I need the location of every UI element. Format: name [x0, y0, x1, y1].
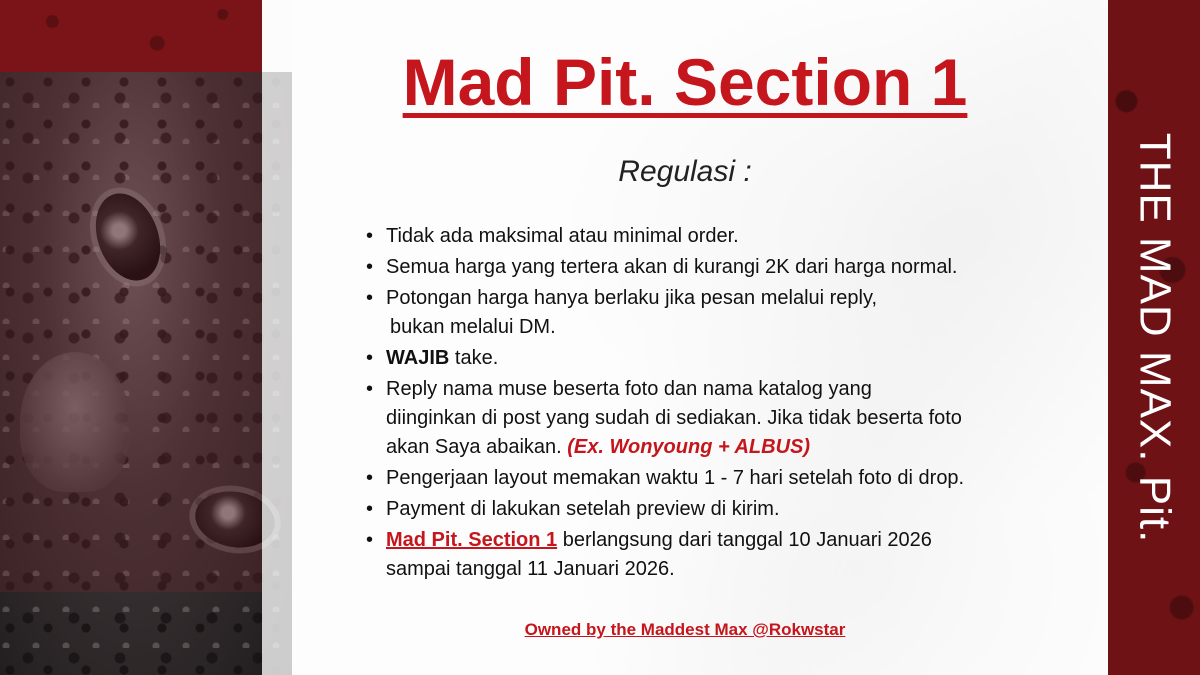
- rule-text: • Potongan harga hanya berlaku jika pesan melalui reply,: [386, 287, 878, 309]
- rules-list: [366, 222, 1046, 586]
- vertical-title-container: [1108, 0, 1200, 675]
- owner-link[interactable]: Owned by the Maddest Max @Rokwstar: [524, 620, 846, 639]
- rule-text-line1: • Reply nama muse beserta foto dan nama katalog yang: [386, 378, 872, 400]
- rule-text-line2: sampai tanggal 11 Januari 2026.: [386, 558, 675, 580]
- leopard-print-strip: [0, 0, 262, 72]
- rule-text-line2: diinginkan di post yang sudah di sediakan. Jika tidak beserta foto: [386, 407, 962, 429]
- rule-text-line2: bukan melalui DM.: [390, 316, 556, 338]
- red-tint-overlay: [0, 72, 262, 592]
- section-link[interactable]: Mad Pit. Section 1: [386, 529, 558, 551]
- leopard-photo: [0, 72, 292, 675]
- list-item: [366, 222, 1046, 251]
- list-item: [366, 344, 1046, 373]
- rule-text: Payment di lakukan setelah preview di kirim.: [386, 498, 780, 520]
- main-content: [262, 0, 1108, 675]
- rule-text: Pengerjaan layout memakan waktu 1 - 7 hari setelah foto di drop.: [386, 467, 965, 489]
- rule-text: berlangsung dari tanggal 10 Januari 2026: [557, 529, 932, 551]
- rule-text: Semua harga yang tertera akan di kurangi 2K dari harga normal.: [386, 256, 958, 278]
- rule-text: Tidak ada maksimal atau minimal order.: [386, 225, 739, 247]
- list-item: [366, 284, 1046, 342]
- page-title: Mad Pit. Section 1: [402, 45, 968, 119]
- rule-example: (Ex. Wonyoung + ALBUS): [567, 436, 811, 458]
- subtitle: Regulasi :: [618, 155, 752, 188]
- list-item: [366, 375, 1046, 462]
- list-item: [366, 495, 1046, 524]
- rule-bold-text: WAJIB: [386, 347, 450, 369]
- list-item: [366, 526, 1046, 584]
- list-item: [366, 253, 1046, 282]
- vertical-title: THE MAD MAX. Pit.: [1130, 132, 1179, 543]
- list-item: [366, 464, 1046, 493]
- left-decor-panel: [0, 0, 292, 675]
- rule-text: take.: [449, 347, 499, 369]
- rule-text-line3: akan Saya abaikan.: [386, 436, 562, 458]
